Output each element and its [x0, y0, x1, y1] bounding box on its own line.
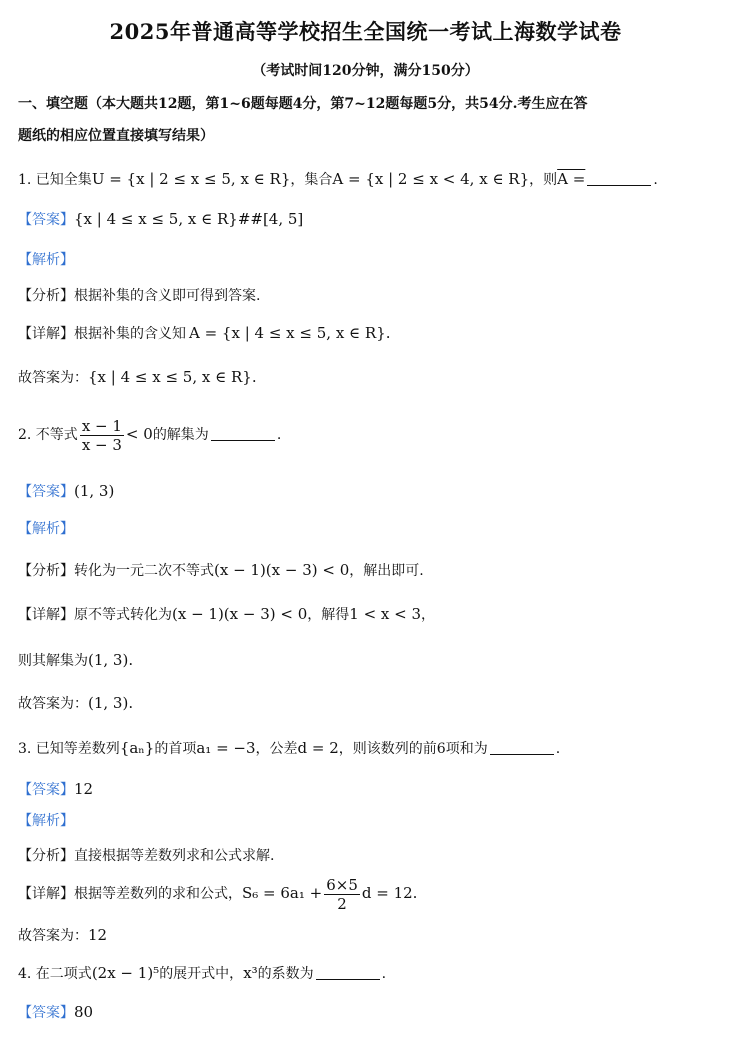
q1-analysis-line	[18, 249, 74, 271]
q2-text-a: 2. 不等式	[18, 427, 78, 443]
q1-xiangjie-text: 根据补集的含义知	[74, 326, 186, 342]
q1-set-u: U = {x | 2 ≤ x ≤ 5, x ∈ R}	[91, 170, 291, 188]
so-answer-label: 故答案为：	[18, 370, 88, 386]
q2-fraction	[80, 417, 124, 454]
q4-text-a: 4. 在二项式	[18, 966, 92, 982]
section-heading-line2: 题纸的相应位置直接填写结果）	[18, 128, 214, 144]
question-1	[18, 168, 658, 191]
page-title: 2025年普通高等学校招生全国统一考试上海数学试卷	[109, 19, 622, 44]
q3-fraction	[324, 876, 360, 913]
q3-final: 12	[88, 926, 108, 944]
q3-xiangjie-line	[18, 873, 417, 914]
q3-xiangjie-math-a: S₆ = 6a₁ +	[242, 884, 323, 902]
q1-answer-blank	[587, 171, 651, 186]
q3-fenxi-line	[18, 845, 274, 867]
q3-d: d = 2	[297, 739, 339, 757]
q2-fenxi-b: ，解出即可.	[349, 563, 424, 579]
q3-fenxi: 直接根据等差数列求和公式求解.	[74, 848, 275, 864]
q4-text-c: 的系数为	[257, 966, 314, 982]
answer-label: 【答案】	[18, 782, 74, 798]
answer-label: 【答案】	[18, 1005, 74, 1021]
q3-answer-line	[18, 778, 93, 801]
so-answer-label: 故答案为：	[18, 696, 88, 712]
q3-text-c: ，公差	[255, 741, 298, 757]
question-4	[18, 962, 386, 985]
fenxi-label: 【分析】	[18, 563, 74, 579]
q1-text-a: 1. 已知全集	[18, 172, 92, 188]
q2-xiangjie-b: ，解得	[307, 607, 350, 623]
q1-text-c: ，则	[529, 172, 558, 188]
q3-xiangjie-math-b: d = 12.	[361, 884, 418, 902]
q3-analysis-line	[18, 810, 74, 832]
q2-end: .	[276, 427, 282, 443]
q2-then-line	[18, 649, 133, 672]
q2-xiangjie-math2: 1 < x < 3	[349, 605, 422, 623]
q2-fenxi-a: 转化为一元二次不等式	[74, 563, 214, 579]
q3-answer-blank	[490, 740, 554, 755]
q2-answer-blank	[211, 426, 275, 441]
section-heading-line1: 一、填空题（本大题共12题，第1~6题每题4分，第7~12题每题5分，共54分.考生应在答	[18, 96, 588, 112]
q4-x3: x³	[243, 964, 258, 982]
xiangjie-label: 【详解】	[18, 607, 74, 623]
q1-xiangjie-line	[18, 322, 391, 345]
q2-then-text: 则其解集为	[18, 653, 88, 669]
q4-answer-line	[18, 1001, 93, 1024]
q4-binom: (2x − 1)⁵	[91, 964, 160, 982]
answer-label: 【答案】	[18, 212, 74, 228]
q1-set-a: A = {x | 2 ≤ x < 4, x ∈ R}	[332, 170, 530, 188]
question-3	[18, 737, 560, 760]
q2-xiangjie-math: (x − 1)(x − 3) < 0	[172, 605, 308, 623]
fenxi-label: 【分析】	[18, 848, 74, 864]
q3-answer: 12	[74, 780, 94, 798]
q1-xiangjie-math: A = {x | 4 ≤ x ≤ 5, x ∈ R}.	[189, 324, 391, 342]
q1-complement: A =	[557, 170, 586, 188]
analysis-label: 【解析】	[18, 813, 74, 829]
q1-answer: {x | 4 ≤ x ≤ 5, x ∈ R}##[4, 5]	[74, 210, 304, 228]
q1-text-b: ，集合	[290, 172, 333, 188]
analysis-label: 【解析】	[18, 521, 74, 537]
q1-fenxi-line	[18, 285, 260, 307]
q2-ineq: < 0	[125, 425, 153, 443]
q3-text-b: 的首项	[154, 741, 197, 757]
q1-fenxi: 根据补集的含义即可得到答案.	[74, 288, 261, 304]
q2-analysis-line	[18, 518, 74, 540]
xiangjie-label: 【详解】	[18, 886, 74, 902]
q2-frac-num: x − 1	[81, 416, 122, 435]
q3-text-d: ，则该数列的前6项和为	[338, 741, 488, 757]
q1-answer-line	[18, 208, 303, 231]
q1-final-line	[18, 366, 257, 389]
q3-xiangjie-text: 根据等差数列的求和公式，	[74, 886, 242, 902]
q2-final-line	[18, 692, 133, 715]
q2-xiangjie-a: 原不等式转化为	[74, 607, 172, 623]
q3-final-line	[18, 924, 107, 947]
q2-answer: (1, 3)	[74, 482, 115, 500]
q3-end: .	[555, 741, 561, 757]
answer-label: 【答案】	[18, 484, 74, 500]
q2-frac-den: x − 3	[81, 435, 122, 454]
q1-final: {x | 4 ≤ x ≤ 5, x ∈ R}.	[88, 368, 257, 386]
q2-xiangjie-c: ，	[421, 607, 436, 623]
q4-text-b: 的展开式中，	[159, 966, 244, 982]
q2-final: (1, 3).	[88, 694, 134, 712]
q1-end: .	[653, 172, 658, 188]
q3-frac-num: 6×5	[326, 875, 358, 894]
q2-then-math: (1, 3).	[88, 651, 134, 669]
q2-fenxi-math: (x − 1)(x − 3) < 0	[214, 561, 350, 579]
fenxi-label: 【分析】	[18, 288, 74, 304]
q4-end: .	[381, 966, 387, 982]
page-subtitle: （考试时间120分钟，满分150分）	[252, 63, 479, 79]
q4-answer-blank	[316, 965, 380, 980]
xiangjie-label: 【详解】	[18, 326, 74, 342]
so-answer-label: 故答案为：	[18, 928, 88, 944]
q2-text-b: 的解集为	[152, 427, 209, 443]
q4-answer: 80	[74, 1003, 94, 1021]
q3-seq: {aₙ}	[119, 739, 155, 757]
q2-fenxi-line	[18, 559, 424, 582]
q3-a1: a₁ = −3	[196, 739, 256, 757]
q3-text-a: 3. 已知等差数列	[18, 741, 120, 757]
question-2	[18, 414, 281, 455]
q2-answer-line	[18, 480, 114, 503]
analysis-label: 【解析】	[18, 252, 74, 268]
q2-xiangjie-line	[18, 603, 435, 626]
q3-frac-den: 2	[337, 894, 347, 913]
